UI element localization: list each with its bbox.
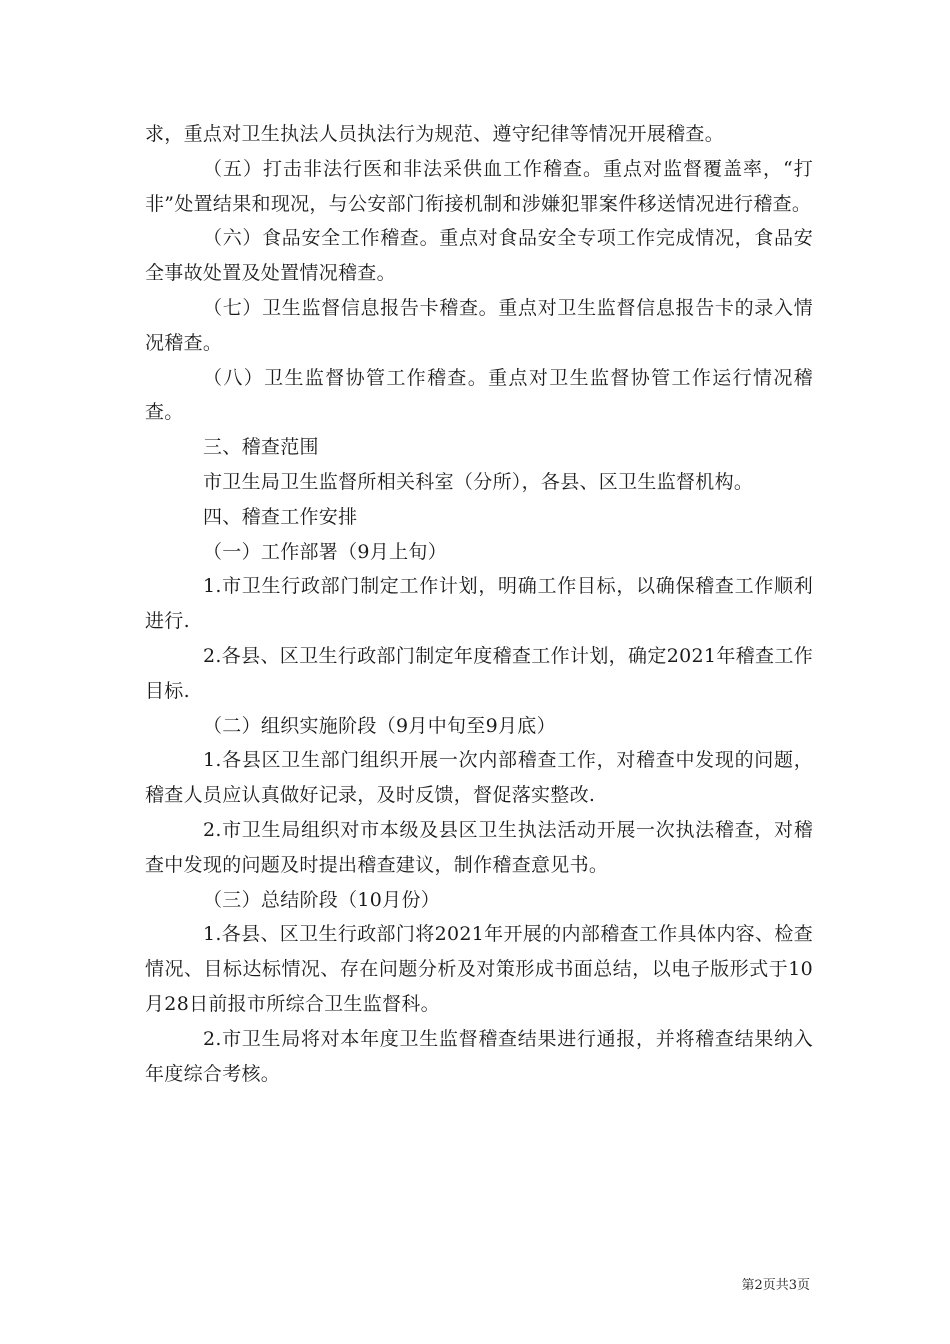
- section-heading: 四、稽查工作安排: [203, 505, 358, 528]
- paragraph: （七）卫生监督信息报告卡稽查。重点对卫生监督信息报告卡的录入情况稽查。: [145, 296, 813, 354]
- paragraph: 市卫生局卫生监督所相关科室（分所），各县、区卫生监督机构。: [203, 470, 754, 493]
- list-item: 1.市卫生行政部门制定工作计划，明确工作目标，以确保稽查工作顺利进行.: [145, 575, 813, 633]
- subsection-heading: （一）工作部署（9月上旬）: [203, 540, 447, 563]
- document-body: [145, 117, 813, 1091]
- page-number-footer: 第2页共3页: [741, 1278, 810, 1293]
- subsection-heading: （二）组织实施阶段（9月中旬至9月底）: [203, 714, 556, 737]
- list-item: 2.市卫生局将对本年度卫生监督稽查结果进行通报，并将稽查结果纳入年度综合考核。: [145, 1027, 813, 1085]
- list-item: 1.各县、区卫生行政部门将2021年开展的内部稽查工作具体内容、检查情况、目标达标情况、存在问题分析及对策形成书面总结，以电子版形式于10月28日前报市所综合卫生监督科。: [145, 923, 813, 1015]
- paragraph: 求，重点对卫生执法人员执法行为规范、遵守纪律等情况开展稽查。: [145, 123, 725, 145]
- subsection-heading: （三）总结阶段（10月份）: [203, 888, 441, 911]
- section-heading: 三、稽查范围: [203, 436, 319, 459]
- paragraph: （六）食品安全工作稽查。重点对食品安全专项工作完成情况，食品安全事故处置及处置情况稽查。: [145, 227, 813, 285]
- list-item: 2.各县、区卫生行政部门制定年度稽查工作计划，确定2021年稽查工作目标.: [145, 644, 813, 702]
- list-item: 1.各县区卫生部门组织开展一次内部稽查工作，对稽查中发现的问题，稽查人员应认真做好记录，及时反馈，督促落实整改.: [145, 749, 813, 807]
- paragraph: （八）卫生监督协管工作稽查。重点对卫生监督协管工作运行情况稽查。: [145, 366, 813, 424]
- list-item: 2.市卫生局组织对市本级及县区卫生执法活动开展一次执法稽查，对稽查中发现的问题及时提出稽查建议，制作稽查意见书。: [145, 818, 813, 876]
- paragraph: （五）打击非法行医和非法采供血工作稽查。重点对监督覆盖率，“打非”处置结果和现况，与公安部门衔接机制和涉嫌犯罪案件移送情况进行稽查。: [145, 157, 813, 215]
